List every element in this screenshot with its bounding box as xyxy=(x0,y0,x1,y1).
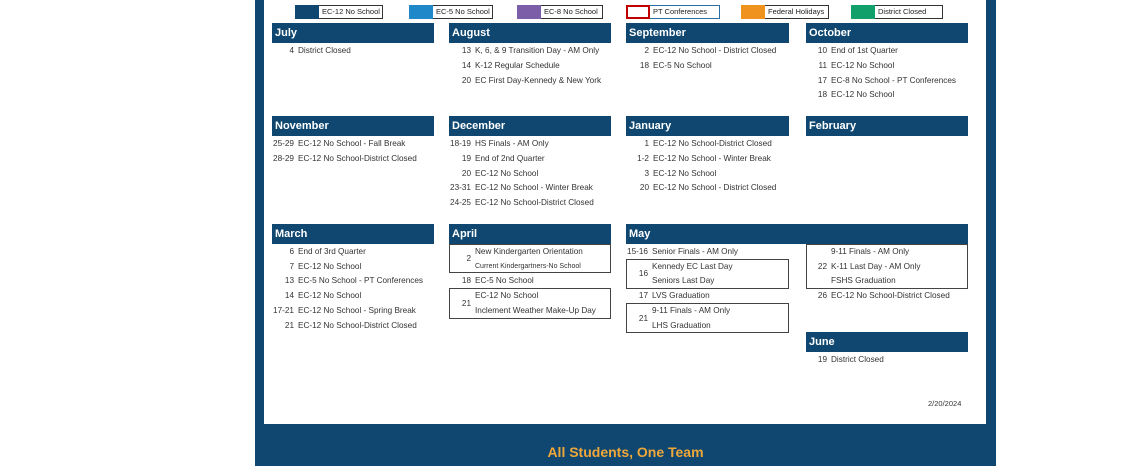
event-april-1-line1: New Kindergarten Orientation xyxy=(475,247,583,256)
event-march-4: 14 EC-12 No School xyxy=(284,291,362,300)
event-march-1: 6 End of 3rd Quarter xyxy=(289,247,366,256)
month-header-april: April xyxy=(449,224,611,244)
event-january-1: 1 EC-12 No School-District Closed xyxy=(644,139,772,148)
event-may-4-line2: LHS Graduation xyxy=(652,321,711,330)
month-header-december: December xyxy=(449,116,611,136)
event-april-2: 18 EC-5 No School xyxy=(461,276,534,285)
event-december-4: 23-31 EC-12 No School - Winter Break xyxy=(450,183,593,192)
legend-federal-label: Federal Holidays xyxy=(765,5,829,19)
event-may-5: 9-11 Finals - AM Only xyxy=(831,247,910,256)
event-april-3-line1: EC-12 No School xyxy=(475,291,539,300)
event-april-3-line2: Inclement Weather Make-Up Day xyxy=(475,306,596,315)
event-december-5: 24-25 EC-12 No School-District Closed xyxy=(450,198,594,207)
month-header-september: September xyxy=(626,23,789,43)
event-may-6-line2: FSHS Graduation xyxy=(831,276,896,285)
legend-closed-swatch xyxy=(851,5,875,19)
event-may-6: 22 K-11 Last Day - AM Only xyxy=(817,262,921,271)
event-october-3: 17 EC-8 No School - PT Conferences xyxy=(817,76,956,85)
event-april-1-line2: Current Kindergartners-No School xyxy=(475,263,581,270)
event-may-1: 15-16 Senior Finals - AM Only xyxy=(627,247,738,256)
legend-ec12-label: EC-12 No School xyxy=(319,5,383,19)
month-header-january: January xyxy=(626,116,789,136)
legend-ec12-swatch xyxy=(295,5,319,19)
month-header-august: August xyxy=(449,23,611,43)
event-january-3: 3 EC-12 No School xyxy=(644,169,717,178)
legend-ec5-swatch xyxy=(409,5,433,19)
event-march-5: 17-21 EC-12 No School - Spring Break xyxy=(273,306,416,315)
event-october-4: 18 EC-12 No School xyxy=(817,90,895,99)
event-may-2-line1: Kennedy EC Last Day xyxy=(652,262,733,271)
event-may-2-date: 16 xyxy=(638,269,648,278)
event-july-1: 4 District Closed xyxy=(289,46,351,55)
legend-closed-label: District Closed xyxy=(875,5,943,19)
month-header-february: February xyxy=(806,116,968,136)
event-may-3: 17 LVS Graduation xyxy=(638,291,710,300)
event-december-1: 18-19 HS Finals - AM Only xyxy=(450,139,549,148)
legend-pt-label: PT Conferences xyxy=(650,5,720,19)
event-june-1: 19 District Closed xyxy=(817,355,884,364)
event-august-3: 20 EC First Day-Kennedy & New York xyxy=(461,76,602,85)
legend-ec12 xyxy=(295,5,383,19)
event-january-4: 20 EC-12 No School - District Closed xyxy=(639,183,777,192)
legend-pt xyxy=(626,5,720,19)
legend-federal xyxy=(741,5,829,19)
month-header-june: June xyxy=(806,332,968,352)
month-header-may: May xyxy=(626,224,968,244)
legend-ec8-label: EC-8 No School xyxy=(541,5,603,19)
event-october-1: 10 End of 1st Quarter xyxy=(817,46,898,55)
event-march-6: 21 EC-12 No School-District Closed xyxy=(284,321,417,330)
legend-ec5 xyxy=(409,5,493,19)
event-november-1: 25-29 EC-12 No School - Fall Break xyxy=(273,139,406,148)
event-october-2: 11 EC-12 No School xyxy=(818,61,895,70)
event-august-2: 14 K-12 Regular Schedule xyxy=(461,61,560,70)
footer-slogan: All Students, One Team xyxy=(547,444,704,460)
legend-ec8 xyxy=(517,5,603,19)
event-september-2: 18 EC-5 No School xyxy=(639,61,712,70)
month-header-july: July xyxy=(272,23,434,43)
event-december-3: 20 EC-12 No School xyxy=(461,169,539,178)
event-march-2: 7 EC-12 No School xyxy=(289,262,362,271)
legend-ec8-swatch xyxy=(517,5,541,19)
event-april-1-date: 2 xyxy=(466,254,471,263)
month-header-october: October xyxy=(806,23,968,43)
event-may-7: 26 EC-12 No School-District Closed xyxy=(817,291,950,300)
month-header-march: March xyxy=(272,224,434,244)
event-may-4-line1: 9-11 Finals - AM Only xyxy=(652,306,731,315)
event-december-2: 19 End of 2nd Quarter xyxy=(461,154,545,163)
event-march-3: 13 EC-5 No School - PT Conferences xyxy=(284,276,423,285)
legend-pt-swatch xyxy=(626,5,650,19)
month-header-november: November xyxy=(272,116,434,136)
legend-federal-swatch xyxy=(741,5,765,19)
event-may-2-line2: Seniors Last Day xyxy=(652,276,715,285)
legend-closed xyxy=(851,5,943,19)
event-april-3-date: 21 xyxy=(461,299,471,308)
revision-date: 2/20/2024 xyxy=(928,399,962,408)
event-january-2: 1-2 EC-12 No School - Winter Break xyxy=(637,154,771,163)
event-august-1: 13 K, 6, & 9 Transition Day - AM Only xyxy=(461,46,600,55)
event-september-1: 2 EC-12 No School - District Closed xyxy=(644,46,777,55)
event-november-2: 28-29 EC-12 No School-District Closed xyxy=(273,154,417,163)
legend-ec5-label: EC-5 No School xyxy=(433,5,493,19)
event-may-4-date: 21 xyxy=(638,314,648,323)
